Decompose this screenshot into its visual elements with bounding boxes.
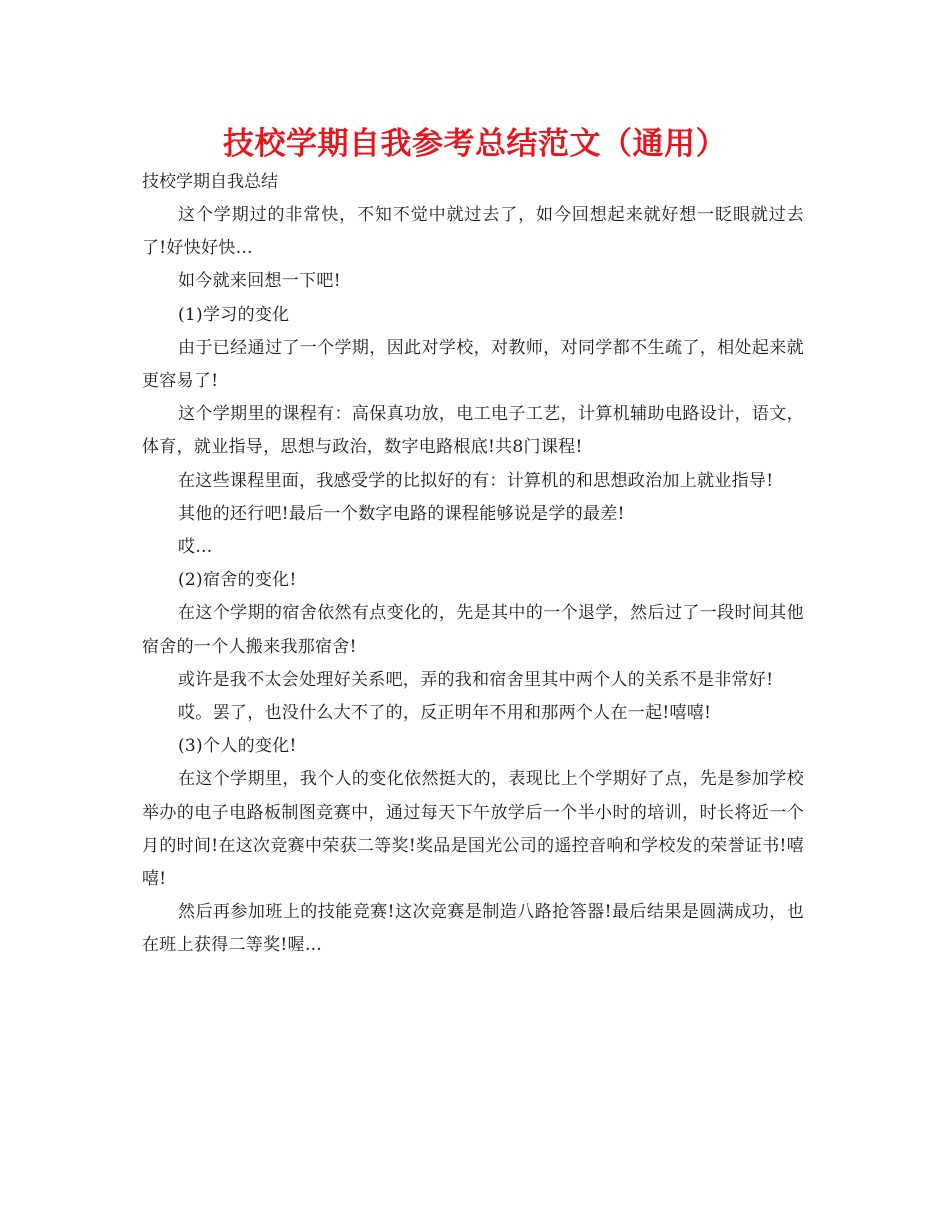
paragraph: 在这个学期的宿舍依然有点变化的，先是其中的一个退学，然后过了一段时间其他宿舍的一个人搬来我那宿舍! [142,603,804,657]
section-heading: (3)个人的变化! [178,736,297,757]
paragraph: 这个学期过的非常快，不知不觉中就过去了，如今回想起来就好想一眨眼就过去了!好快好快… [142,205,804,259]
paragraph: 在这些课程里面，我感受学的比拟好的有：计算机的和思想政治加上就业指导! [178,470,774,491]
paragraph: 在这个学期里，我个人的变化依然挺大的，表现比上个学期好了点，先是参加学校举办的电子电路板制图竞赛中，通过每天下午放学后一个半小时的培训，时长将近一个月的时间!在这次竞赛中荣获二等奖!奖品是国光公司的遥控音响和学校发的荣誉证书!嘻嘻! [142,769,804,890]
section-heading: (2)宿舍的变化! [178,570,297,591]
document-title: 技校学期自我参考总结范文（通用） [223,126,727,162]
document-subtitle: 技校学期自我总结 [142,172,278,192]
document-body [142,199,804,963]
section-heading: (1)学习的变化 [178,304,290,325]
paragraph: 这个学期里的课程有：高保真功放，电工电子工艺，计算机辅助电路设计，语文，体育，就业指导，思想与政治，数字电路根底!共8门课程! [142,404,804,458]
paragraph: 其他的还行吧!最后一个数字电路的课程能够说是学的最差! [178,503,625,524]
paragraph: 然后再参加班上的技能竞赛!这次竞赛是制造八路抢答器!最后结果是圆满成功，也在班上获得二等奖!喔… [142,902,804,956]
paragraph: 哎。罢了，也没什么大不了的，反正明年不用和那两个人在一起!嘻嘻! [178,703,712,724]
paragraph: 由于已经通过了一个学期，因此对学校，对教师，对同学都不生疏了，相处起来就更容易了! [142,337,804,392]
paragraph: 如今就来回想一下吧! [178,271,341,292]
paragraph: 或许是我不太会处理好关系吧，弄的我和宿舍里其中两个人的关系不是非常好! [178,669,774,690]
paragraph: 哎… [178,537,213,558]
